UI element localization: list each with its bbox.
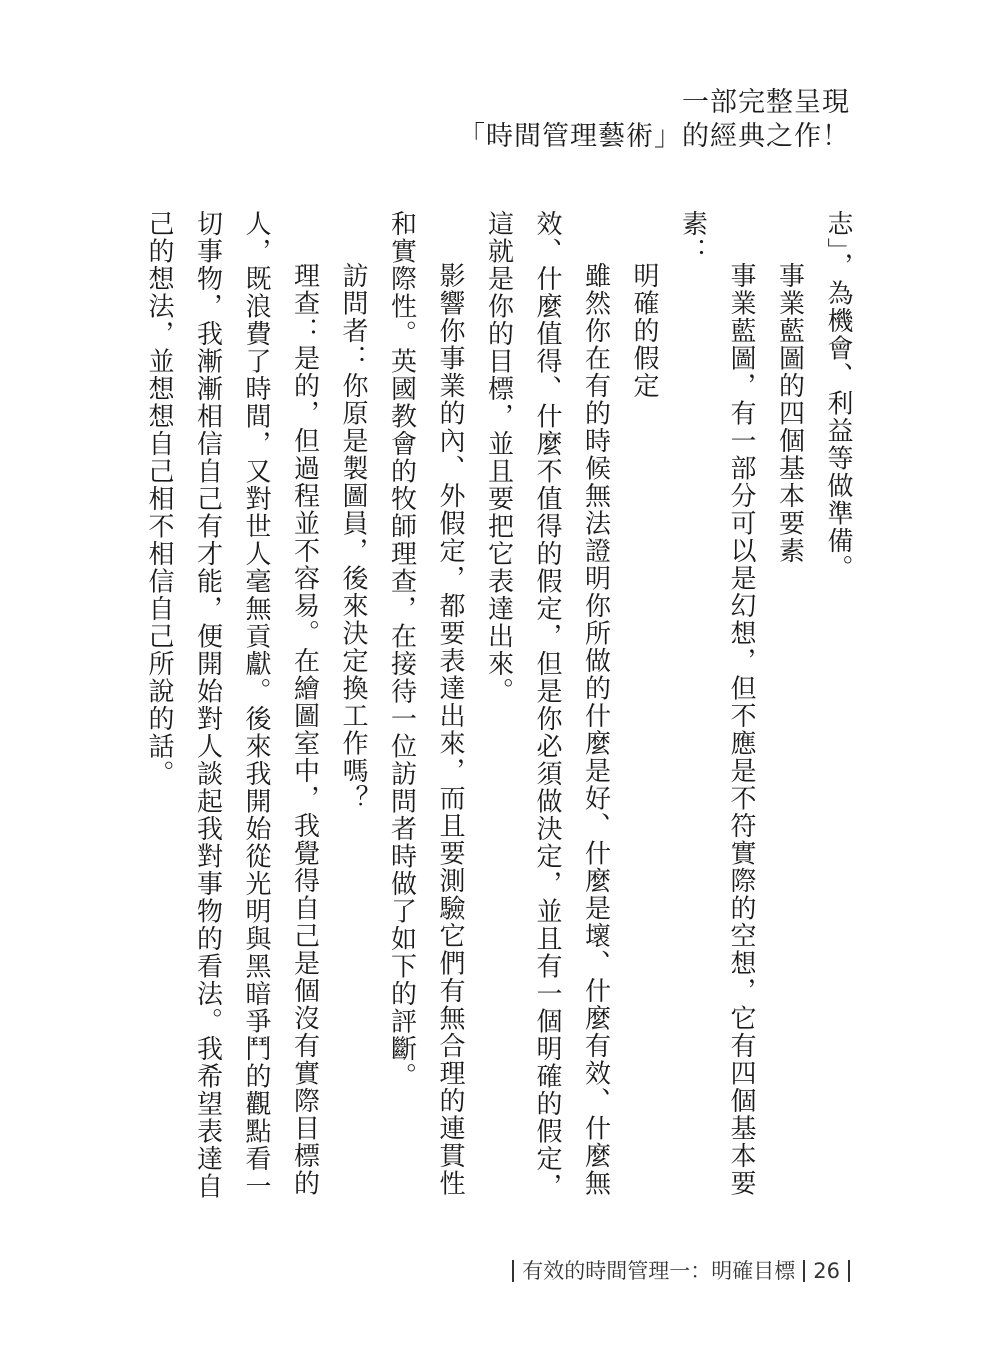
- dialogue-answer: 理查：是的，但過程並不容易。在繪圖室中，我覺得自己是個沒有實際目標的人，既浪費了時間，又對世人毫無貢獻。後來我開始從光明與黑暗爭鬥的觀點看一切事物，我漸漸相信自己有才能，便開始對人談起我對事物的看法。我希望表達自己的想法，並想想自己相不相信自己所說的話。: [144, 210, 320, 1200]
- footer-divider: [803, 1260, 805, 1282]
- paragraph: 雖然你在有的時候無法證明你所做的什麼是好、什麼是壞、什麼有效、什麼無效、什麼值得、什麼不值得的假定，但是你必須做決定，並且有一個明確的假定，這就是你的目標，並且要把它表達出來。: [483, 210, 611, 1200]
- paragraph-continuation: 志」，為機會、利益等做準備。: [823, 210, 853, 582]
- footer-chapter-title: 有效的時間管理一：明確目標: [522, 1259, 796, 1283]
- running-footer: [504, 1256, 858, 1286]
- paragraph: 影響你事業的內、外假定，都要表達出來，而且要測驗它們有無合理的連貫性和實際性。英國教會的牧師理查，在接待一位訪問者時做了如下的評斷。: [386, 210, 465, 1197]
- running-header: [458, 86, 850, 154]
- footer-divider: [848, 1260, 850, 1282]
- body-text: [142, 210, 862, 1210]
- header-line-1: 一部完整呈現: [682, 87, 850, 118]
- section-heading: 事業藍圖的四個基本要素: [774, 262, 805, 565]
- dialogue-question: 訪問者：你原是製圖員，後來決定換工作嗎？: [338, 262, 368, 812]
- paragraph: 事業藍圖，有一部分可以是幻想，但不應是不符實際的空想，它有四個基本要素：: [677, 210, 756, 1197]
- footer-divider: [512, 1260, 514, 1282]
- header-line-2: 「時間管理藝術」的經典之作！: [458, 121, 850, 152]
- subsection-heading: 明確的假定: [629, 262, 659, 400]
- page-number: 26: [813, 1259, 840, 1283]
